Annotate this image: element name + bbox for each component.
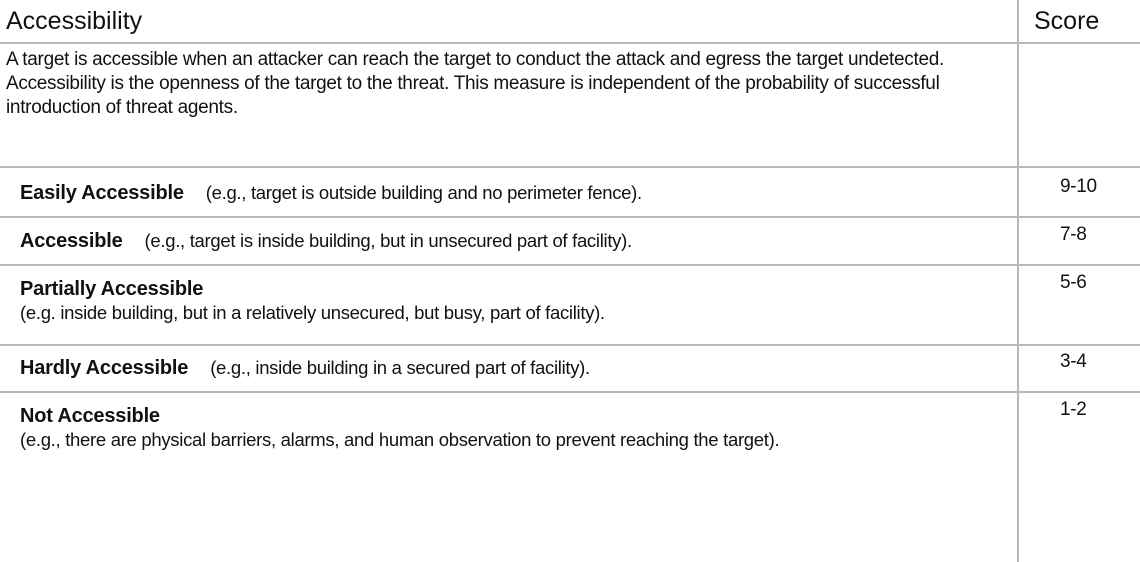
- row-example: (e.g., target is inside building, but in unsecured part of facility).: [144, 230, 632, 251]
- row-divider: [0, 166, 1140, 168]
- row-title: Easily Accessible: [20, 182, 184, 204]
- table-header-accessibility: Accessibility: [6, 7, 143, 35]
- row-score: 9-10: [1060, 176, 1097, 197]
- row-title: Accessible: [20, 230, 123, 252]
- accessibility-definition: A target is accessible when an attacker can reach the target to conduct the attack and egress the target undetected. Accessibility is the openness of the target to the threat. This measure is independent of the probability of successful introduction of threat agents.: [6, 49, 944, 118]
- table-header-score: Score: [1034, 7, 1100, 35]
- row-example: (e.g., there are physical barriers, alarms, and human observation to prevent reaching the target).: [20, 429, 780, 450]
- row-divider: [0, 391, 1140, 393]
- row-score: 1-2: [1060, 399, 1087, 420]
- row-description: [20, 276, 1010, 326]
- row-divider: [0, 344, 1140, 346]
- row-description: [20, 228, 1010, 254]
- row-example: (e.g., target is outside building and no perimeter fence).: [205, 182, 642, 203]
- row-divider: [0, 264, 1140, 266]
- row-example: (e.g., inside building in a secured part of facility).: [210, 357, 590, 378]
- row-title: Partially Accessible: [20, 278, 204, 300]
- row-score: 7-8: [1060, 224, 1087, 245]
- row-title: Not Accessible: [20, 405, 160, 427]
- row-description: [20, 180, 1010, 206]
- row-example: (e.g. inside building, but in a relatively unsecured, but busy, part of facility).: [20, 302, 605, 323]
- row-score: 3-4: [1060, 351, 1087, 372]
- column-divider: [1017, 0, 1019, 562]
- row-description: [20, 403, 980, 453]
- row-title: Hardly Accessible: [20, 357, 189, 379]
- header-divider: [0, 42, 1140, 44]
- row-description: [20, 355, 1010, 381]
- row-divider: [0, 216, 1140, 218]
- row-score: 5-6: [1060, 272, 1087, 293]
